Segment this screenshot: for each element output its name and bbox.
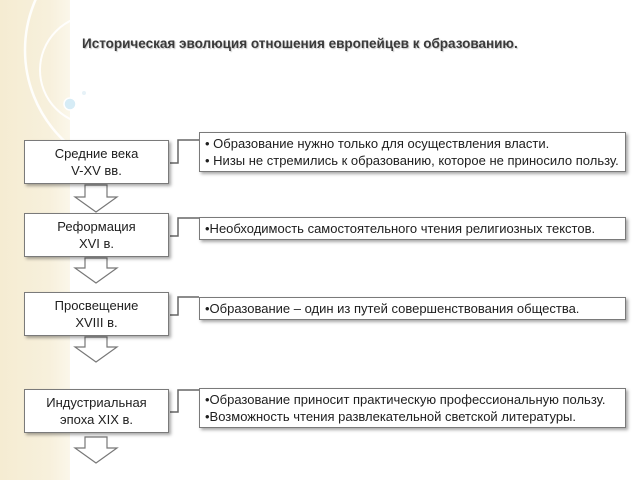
stage-box-reformation [24, 213, 169, 257]
bullet-point: •Образование – один из путей совершенствования общества. [205, 301, 580, 316]
stage-name: Реформация [57, 219, 136, 234]
bullet-point: •Возможность чтения развлекательной светской литературы. [205, 409, 577, 424]
stage-name: Просвещение [54, 298, 139, 313]
down-arrow-icon [75, 437, 117, 463]
bullet-point: •Необходимость самостоятельного чтения религиозных текстов. [205, 221, 596, 236]
stage-name: Индустриальная [46, 395, 147, 410]
stage-box-industrial [24, 389, 169, 433]
bullet-point: • Образование нужно только для осуществления власти. [205, 136, 550, 151]
description-box-industrial [199, 388, 626, 428]
description-box-reformation [199, 217, 626, 240]
down-arrow-icon [75, 337, 117, 362]
stage-box-middle-ages [24, 140, 169, 184]
stage-name: Средние века [54, 146, 139, 161]
description-box-middle-ages [199, 132, 626, 172]
bullet-point: • Низы не стремились к образованию, которое не приносило пользу. [205, 153, 619, 168]
slide-title: Историческая эволюция отношения европейцев к образованию. [82, 36, 518, 51]
bullet-point: •Образование приносит практическую профессиональную пользу. [205, 392, 606, 407]
down-arrow-icon [75, 258, 117, 283]
down-arrow-icon [75, 185, 117, 212]
stage-period: XVIII в. [75, 315, 118, 330]
stage-period: V-XV вв. [71, 163, 122, 178]
stage-period: эпоха XIX в. [59, 412, 134, 427]
stage-box-enlightenment [24, 292, 169, 336]
description-box-enlightenment [199, 297, 626, 320]
stage-period: XVI в. [78, 236, 115, 251]
